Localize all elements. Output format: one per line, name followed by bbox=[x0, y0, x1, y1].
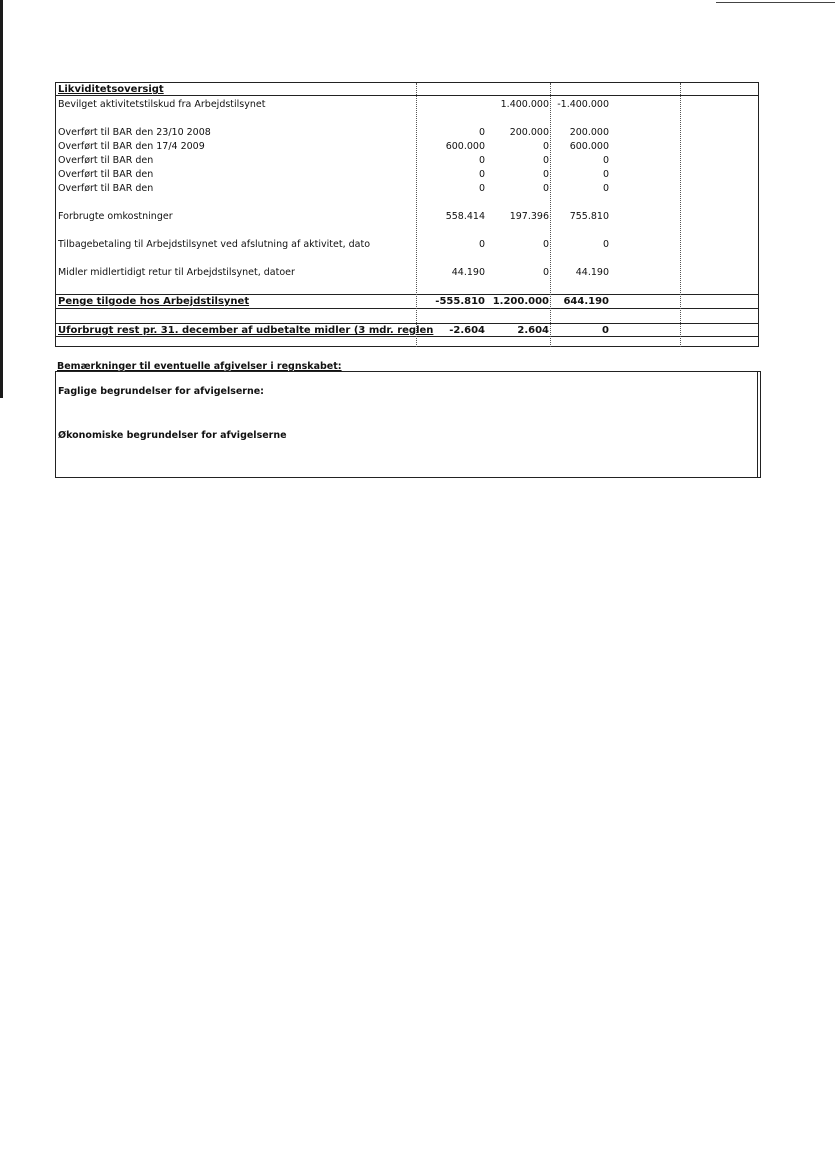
row-label: Forbrugte omkostninger bbox=[58, 211, 173, 222]
row-value-2: 0 bbox=[542, 267, 549, 278]
table-title: Likviditetsoversigt bbox=[58, 84, 164, 95]
row-label: Bevilget aktivitetstilskud fra Arbejdstilsynet bbox=[58, 99, 266, 110]
professional-reasons-label: Faglige begrundelser for afvigelserne: bbox=[58, 386, 264, 397]
row-value-2: 0 bbox=[542, 169, 549, 180]
row-value-1: 0 bbox=[478, 183, 485, 194]
economic-reasons-label: Økonomiske begrundelser for afvigelserne bbox=[58, 430, 287, 441]
row-value-3: 0 bbox=[602, 169, 609, 180]
remarks-box bbox=[55, 371, 761, 478]
row-label: Overført til BAR den 17/4 2009 bbox=[58, 141, 205, 152]
totals-bottom-rule bbox=[56, 308, 758, 309]
row-value-2: 197.396 bbox=[509, 211, 549, 222]
row-value-3: 200.000 bbox=[569, 127, 609, 138]
total-owed-value-2: 1.200.000 bbox=[492, 296, 549, 307]
row-value-3: 44.190 bbox=[575, 267, 609, 278]
unused-value-2: 2.604 bbox=[517, 325, 549, 336]
row-value-1: 0 bbox=[478, 239, 485, 250]
row-label: Overført til BAR den 23/10 2008 bbox=[58, 127, 211, 138]
row-value-3: 600.000 bbox=[569, 141, 609, 152]
row-label: Midler midlertidigt retur til Arbejdstilsynet, datoer bbox=[58, 267, 295, 278]
row-value-3: 0 bbox=[602, 183, 609, 194]
unused-remainder-label: Uforbrugt rest pr. 31. december af udbetalte midler (3 mdr. reglen bbox=[58, 325, 434, 336]
row-value-1: 0 bbox=[478, 155, 485, 166]
total-owed-label: Penge tilgode hos Arbejdstilsynet bbox=[58, 296, 250, 307]
row-value-2: 0 bbox=[542, 155, 549, 166]
row-value-1: 558.414 bbox=[445, 211, 485, 222]
row-value-2: 1.400.000 bbox=[500, 99, 549, 110]
unused-top-rule bbox=[56, 323, 758, 324]
row-value-1: 0 bbox=[478, 169, 485, 180]
row-value-3: 755.810 bbox=[569, 211, 609, 222]
row-value-3: 0 bbox=[602, 239, 609, 250]
column-divider bbox=[680, 83, 681, 347]
unused-value-3: 0 bbox=[602, 325, 609, 336]
row-value-1: 44.190 bbox=[451, 267, 485, 278]
scan-edge-bar bbox=[0, 0, 3, 398]
unused-bottom-rule bbox=[56, 336, 758, 337]
row-value-2: 0 bbox=[542, 239, 549, 250]
remarks-title: Bemærkninger til eventuelle afgivelser i regnskabet: bbox=[57, 361, 342, 372]
total-owed-value-3: 644.190 bbox=[563, 296, 609, 307]
totals-top-rule bbox=[56, 294, 758, 295]
total-owed-value-1: -555.810 bbox=[435, 296, 485, 307]
unused-value-1: -2.604 bbox=[449, 325, 485, 336]
header-rule bbox=[56, 95, 758, 96]
row-value-1: 0 bbox=[478, 127, 485, 138]
row-label: Overført til BAR den bbox=[58, 155, 154, 166]
row-label: Overført til BAR den bbox=[58, 183, 154, 194]
row-value-3: 0 bbox=[602, 155, 609, 166]
row-value-2: 0 bbox=[542, 141, 549, 152]
row-value-1: 600.000 bbox=[445, 141, 485, 152]
top-edge-line bbox=[716, 2, 835, 3]
remarks-right-divider bbox=[757, 372, 758, 477]
row-label: Overført til BAR den bbox=[58, 169, 154, 180]
row-value-2: 200.000 bbox=[509, 127, 549, 138]
row-value-2: 0 bbox=[542, 183, 549, 194]
row-value-3: -1.400.000 bbox=[557, 99, 609, 110]
row-label: Tilbagebetaling til Arbejdstilsynet ved afslutning af aktivitet, dato bbox=[58, 239, 371, 250]
liquidity-table bbox=[55, 82, 759, 347]
